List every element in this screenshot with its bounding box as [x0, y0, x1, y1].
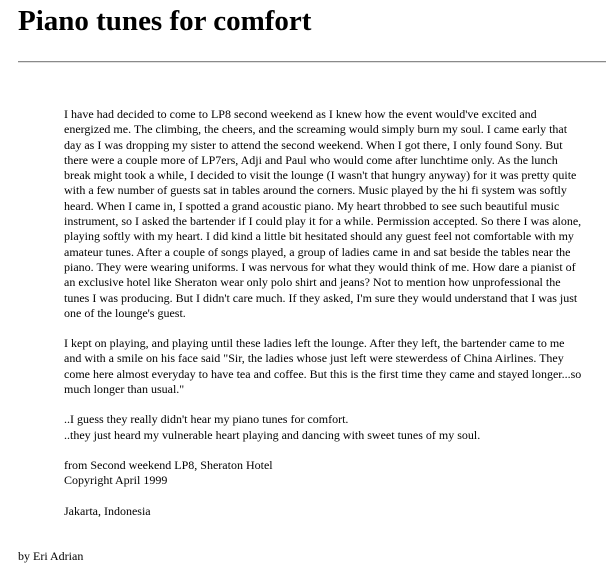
source-note — [64, 458, 584, 489]
author-byline: by Eri Adrian — [18, 549, 84, 563]
source-line: from Second weekend LP8, Sheraton Hotel — [64, 457, 273, 472]
story-paragraph-1: I have had decided to come to LP8 second weekend as I knew how the event would've excited and energized me. The climbing, the cheers, and the screaming would simply burn my soul. I came early that day as I was dropping my sister to attend the second weekend. When I got there, I only found Sony. But there were a couple more of LP7ers, Adji and Paul who would come after lunchtime only. As the lunch break might took a while, I decided to visit the lounge (I wasn't that hungry anyway) for it was pretty quite with a few number of guests sat in tables around the corners. Music played by the hi fi system was softly heard. When I came in, I spotted a grand acoustic piano. My heart throbbed to see such beautiful music instrument, so I asked the bartender if I could play it for a while. Permission accepted. So there I was alone, playing softly with my heart. I did kind a little bit hesitated should any guest feel not comfortable with my amateur tunes. After a couple of songs played, a group of ladies came in and sat beside the tables near the piano. They were wearing uniforms. I was nervous for what they would think of me. How dare a pianist of an exclusive hotel like Sheraton wear only polo shirt and jeans? Not to mention how unprofessional the tunes I was producing. But I didn't care much. If they asked, I'm sure they would understand that I was just one of the lounge's guest. — [64, 107, 582, 320]
closing-lines — [64, 412, 584, 443]
closing-line-1: ..I guess they really didn't hear my piano tunes for comfort. — [64, 412, 349, 427]
page-title: Piano tunes for comfort — [18, 5, 312, 37]
closing-line-2: ..they just heard my vulnerable heart playing and dancing with sweet tunes of my soul. — [64, 427, 481, 442]
story-paragraph-2: I kept on playing, and playing until these ladies left the lounge. After they left, the bartender came to me and with a smile on his face said "Sir, the ladies whose just left were stewerdess of China Airlines. They come here almost everyday to have tea and coffee. But this is the first time they came and stayed longer...so much longer than usual." — [64, 336, 582, 397]
copyright-line: Copyright April 1999 — [64, 473, 168, 488]
title-divider — [18, 61, 606, 63]
article-body — [64, 107, 584, 519]
location-line: Jakarta, Indonesia — [64, 503, 151, 518]
